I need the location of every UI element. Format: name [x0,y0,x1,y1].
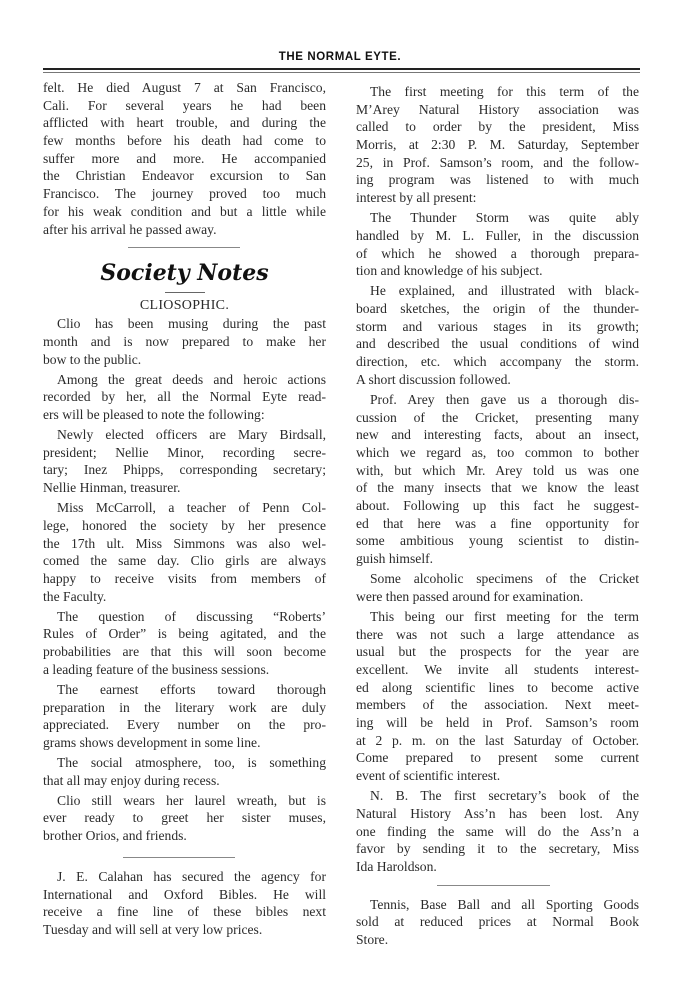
text-line: The social atmosphere, too, is something [57,755,326,771]
text-line: excellent. We invite all students interest- [356,661,639,677]
paragraph [43,608,326,679]
header-rule [43,68,640,70]
text-line: with, but which Mr. Arey told us was one [356,462,639,478]
text-line: ever ready to greet her sister muses, [43,810,326,826]
text-line: a leading feature of the business sessions. [43,661,270,677]
text-line: suffer more and more. He accompanied [43,150,326,166]
text-line: J. E. Calahan has secured the agency for [57,868,326,884]
paragraph [356,282,639,388]
paragraph [43,426,326,497]
text-line: bow to the public. [43,351,142,367]
text-line: He explained, and illustrated with black- [370,283,639,299]
paragraph [356,896,639,949]
text-line: Some alcoholic specimens of the Cricket [370,571,639,587]
text-line: there was not such a large attendance as [356,626,639,642]
text-line: probabilities are that this will soon become [43,644,326,660]
bibles-notice [43,868,326,939]
paragraph [43,868,326,939]
text-line: The first meeting for this term of the [370,84,639,99]
text-line: Tennis, Base Ball and all Sporting Goods [370,896,639,912]
text-line: handled by M. L. Fuller, in the discussion [356,227,639,243]
divider [128,247,240,248]
text-line: Ida Haroldson. [356,858,437,874]
paragraph [43,754,326,789]
text-line: ed that here was a fine opportunity for [356,515,639,531]
text-line: receive a fine line of these bibles next [43,904,326,920]
text-line: grams shows development in some line. [43,734,261,750]
text-line: after his arrival he passed away. [43,221,217,237]
divider [165,292,205,293]
obituary-continuation [43,79,326,238]
paragraph [43,681,326,752]
paragraph [356,787,639,875]
text-line: new and interesting facts, about an insect, [356,427,639,443]
text-line: The Thunder Storm was quite ably [370,210,639,226]
text-line: direction, etc. which accompany the storm. [356,354,639,370]
text-line: that all may enjoy during recess. [43,772,220,788]
text-line: month and is now prepared to make her [43,333,326,349]
text-line: Natural History Ass’n has been lost. Any [356,805,639,821]
divider [437,885,550,886]
text-line: Clio has been musing during the past [57,316,326,332]
text-line: Prof. Arey then gave us a thorough dis- [370,391,639,407]
text-line: Store. [356,931,389,947]
text-line: afflicted with heart trouble, and during the [43,115,326,131]
text-line: the Faculty. [43,588,107,604]
text-line: were then passed around for examination. [356,588,584,604]
text-line: felt. He died August 7 at San Francisco, [43,80,326,95]
text-line: the Christian Endeavor excursion to San [43,168,326,184]
paragraph [356,391,639,568]
text-line: of the many insects that we know the least [356,480,639,496]
text-line: recorded by her, all the Normal Eyte read- [43,389,326,405]
text-line: some ambitious young scientist to distin- [356,533,639,549]
text-line: and described the usual conditions of wind [356,336,639,352]
divider [123,857,235,858]
text-line: called to order by the president, Miss [356,119,639,135]
paragraph [43,79,326,238]
text-line: Francisco. The journey proved too much [43,186,326,202]
header-rule-thin [43,72,640,73]
text-line: one finding the same will do the Ass’n a [356,823,639,839]
text-line: Nellie Hinman, treasurer. [43,480,181,496]
text-line: International and Oxford Bibles. He will [43,886,326,902]
text-line: 25, in Prof. Samson’s room, and the follow- [356,154,639,170]
text-line: happy to receive visits from members of [43,570,326,586]
left-column [43,79,326,941]
text-line: A short discussion followed. [356,371,511,387]
text-line: for his weak condition and but a little while [43,203,326,219]
text-line: tion and knowledge of his subject. [356,263,543,279]
paragraph [43,499,326,605]
text-line: ers will be pleased to note the following: [43,407,265,423]
cliosophic-article [43,315,326,845]
text-line: ed along scientific lines to become active [356,679,639,695]
text-line: M’Arey Natural History association was [356,101,639,117]
text-line: the 17th ult. Miss Simmons was also wel- [43,535,326,551]
paragraph [356,608,639,785]
text-line: Rules of Order” is being agitated, and the [43,626,326,642]
text-line: Among the great deeds and heroic actions [57,371,326,387]
text-line: interest by all present: [356,190,477,206]
subheading-cliosophic: CLIOSOPHIC. [139,298,230,314]
text-line: brother Orios, and friends. [43,828,187,844]
text-line: appreciated. Every number on the pro- [43,717,326,733]
paragraph [356,570,639,605]
paragraph [43,371,326,424]
text-line: storm and various stages in its growth; [356,318,639,334]
paragraph [43,792,326,845]
text-line: members of the association. Next meet- [356,697,639,713]
text-line: ing program was listened to with much [356,172,639,188]
paragraph [43,315,326,368]
text-line: Newly elected officers are Mary Birdsall, [57,427,326,443]
text-line: which we regard as, too common to bother [356,444,639,460]
text-line: Miss McCarroll, a teacher of Penn Col- [57,500,326,516]
text-line: Cali. For several years he had been [43,97,326,113]
text-line: Tuesday and will sell at very low prices. [43,921,263,937]
text-line: at 2 p. m. on the last Saturday of October. [356,732,639,748]
text-line: N. B. The first secretary’s book of the [370,788,639,804]
text-line: Come prepared to present some current [356,750,639,766]
text-line: Morris, at 2:30 P. M. Saturday, September [356,137,639,153]
text-line: sold at reduced prices at Normal Book [356,914,639,930]
text-line: of which he showed a thorough prepara- [356,245,639,261]
text-line: board sketches, the origin of the thunder- [356,301,639,317]
text-line: usual but the prospects for the year are [356,644,639,660]
paragraph [356,83,639,207]
text-line: ing will be held in Prof. Samson’s room [356,715,639,731]
text-line: preparation in the literary work are duly [43,699,326,715]
text-line: comed the same day. Clio girls are always [43,553,326,569]
text-line: guish himself. [356,551,434,567]
text-line: Clio still wears her laurel wreath, but is [57,792,326,808]
natural-history-article [356,83,639,876]
text-line: cussion of the Cricket, presenting many [356,409,639,425]
text-line: lege, honored the society by her presence [43,517,326,533]
text-line: This being our first meeting for the term [370,608,639,624]
text-line: about. Following up this fact he suggest- [356,497,639,513]
right-column [356,83,639,951]
text-line: president; Nellie Minor, recording secre- [43,444,326,460]
section-heading-society-notes: Society Notes [100,260,269,287]
text-line: few months before his death had come to [43,133,326,149]
text-line: tary; Inez Phipps, corresponding secretary; [43,462,326,478]
text-line: The earnest efforts toward thorough [57,681,326,697]
paragraph [356,209,639,280]
sporting-goods-notice [356,896,639,949]
text-line: The question of discussing “Roberts’ [57,608,326,624]
text-line: favor by sending it to the secretary, Miss [356,841,639,857]
text-line: event of scientific interest. [356,768,501,784]
page-header-title: THE NORMAL EYTE. [278,51,402,63]
